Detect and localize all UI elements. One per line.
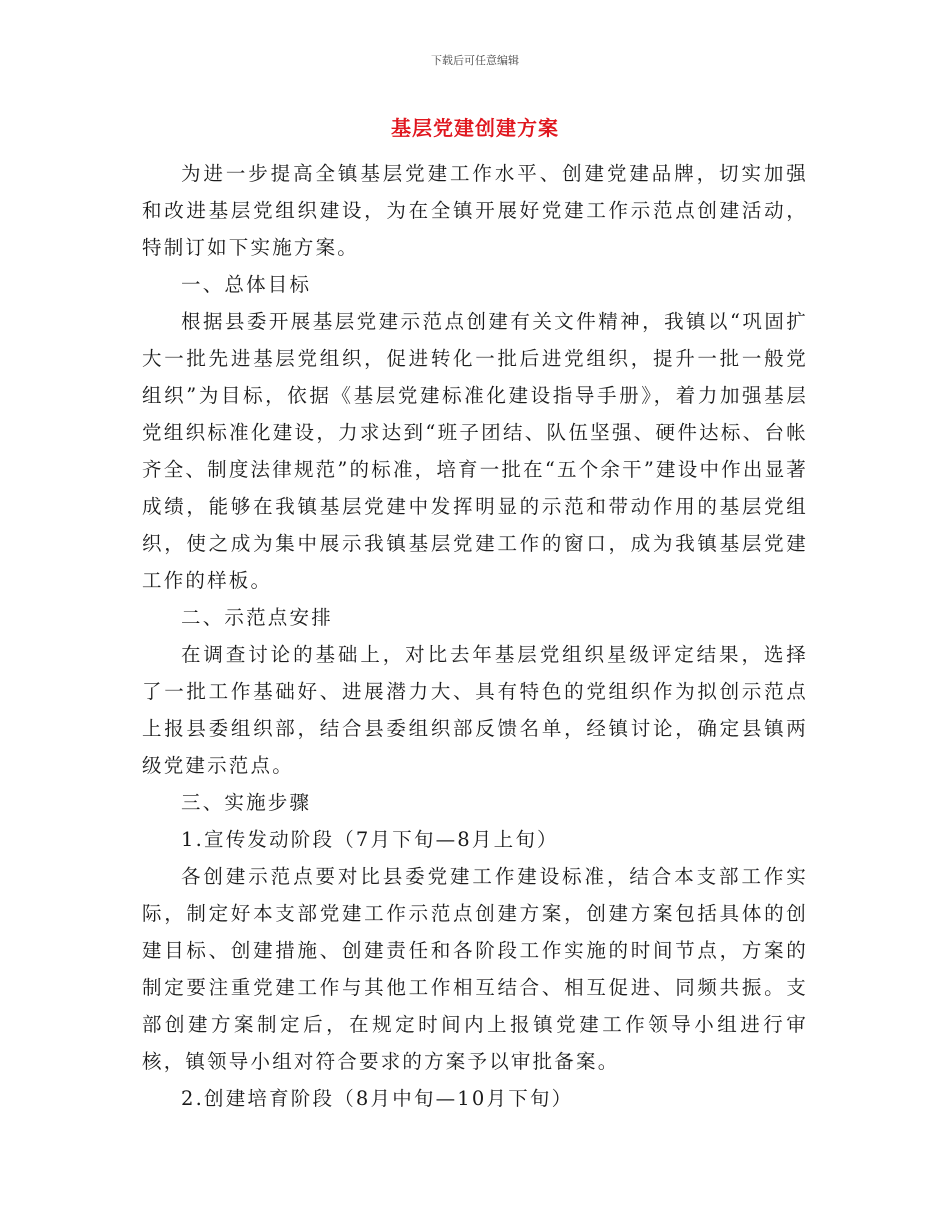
step-heading-publicity: 1.宣传发动阶段（7月下旬—8月上旬） — [181, 828, 559, 851]
step-heading-cultivation: 2.创建培育阶段（8月中旬—10月下旬） — [181, 1087, 574, 1110]
goal-paragraph: 根据县委开展基层党建示范点创建有关文件精神，我镇以“巩固扩大一批先进基层党组织，促进转化一批后进党组织，提升一批一般党组织”为目标，依据《基层党建标准化建设指导手册》，着力加强基层党组织标准化建设，力求达到“班子团结、队伍坚强、硬件达标、台帐齐全、制度法律规范”的标准，培育一批在“五个余干”建设中作出显著成绩，能够在我镇基层党建中发挥明显的示范和带动作用的基层党组织，使之成为集中展示我镇基层党建工作的窗口，成为我镇基层党建工作的样板。 — [142, 310, 808, 592]
demo-sites-paragraph: 在调查讨论的基础上，对比去年基层党组织星级评定结果，选择了一批工作基础好、进展潜力大、具有特色的党组织作为拟创示范点上报县委组织部，结合县委组织部反馈名单，经镇讨论，确定县镇两级党建示范点。 — [142, 643, 808, 777]
page-header-note: 下载后可任意编辑 — [431, 54, 519, 67]
document-title: 基层党建创建方案 — [391, 116, 559, 140]
publicity-paragraph: 各创建示范点要对比县委党建工作建设标准，结合本支部工作实际，制定好本支部党建工作示范点创建方案，创建方案包括具体的创建目标、创建措施、创建责任和各阶段工作实施的时间节点，方案的制定要注重党建工作与其他工作相互结合、相互促进、同频共振。支部创建方案制定后，在规定时间内上报镇党建工作领导小组进行审核，镇领导小组对符合要求的方案予以审批备案。 — [142, 865, 808, 1073]
section-heading-overall-goal: 一、总体目标 — [181, 273, 312, 296]
intro-paragraph: 为进一步提高全镇基层党建工作水平、创建党建品牌，切实加强和改进基层党组织建设，为在全镇开展好党建工作示范点创建活动，特制订如下实施方案。 — [142, 162, 808, 259]
document-body — [142, 155, 808, 1117]
section-heading-demo-sites: 二、示范点安排 — [181, 606, 333, 629]
section-heading-steps: 三、实施步骤 — [181, 791, 312, 814]
